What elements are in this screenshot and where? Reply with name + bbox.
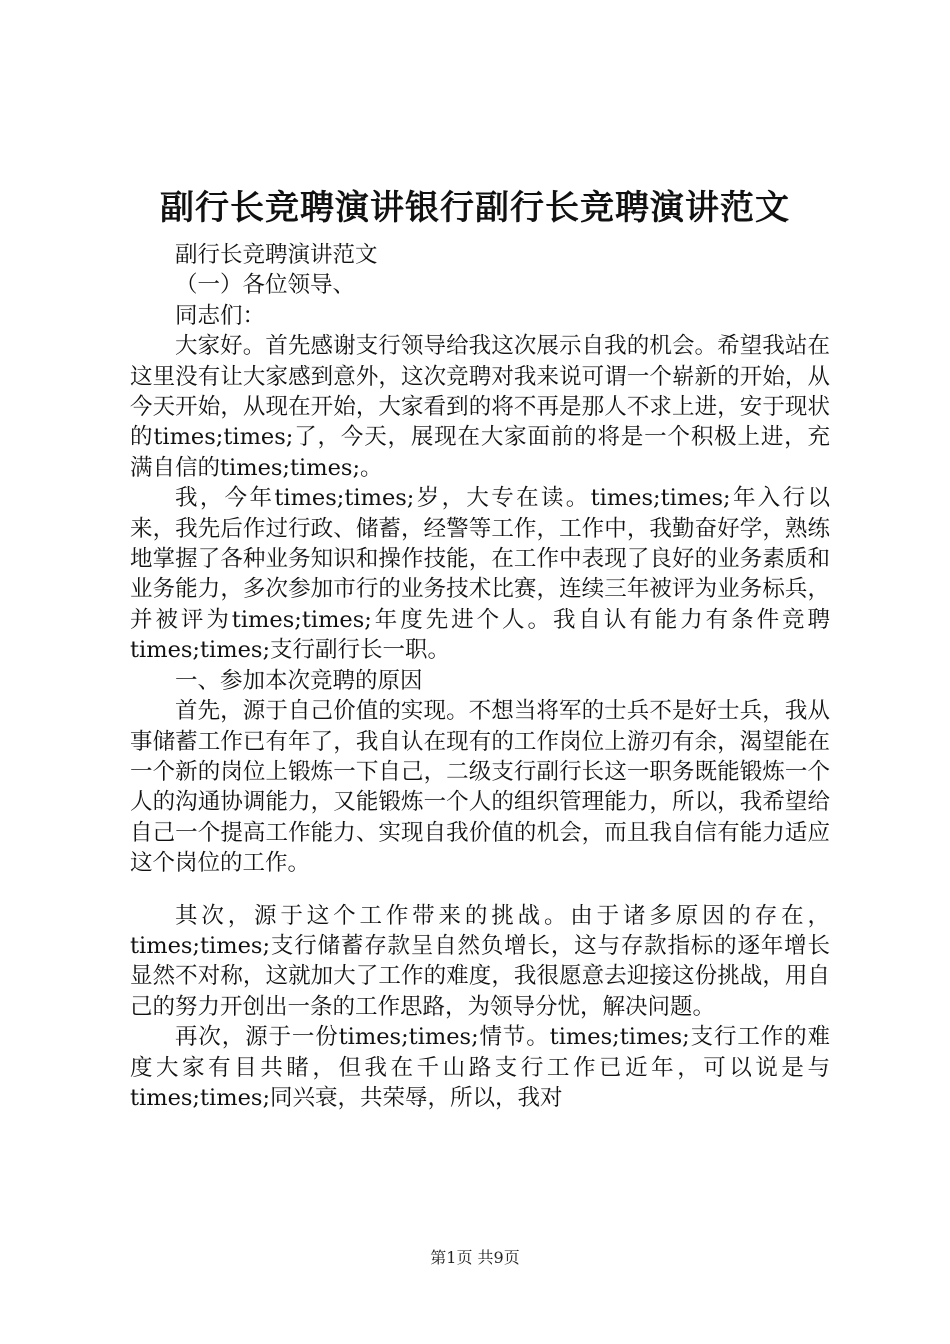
page-footer: 第1页 共9页 xyxy=(430,1248,520,1267)
document-body xyxy=(130,240,830,1113)
paragraph-reason-2: 其次，源于这个工作带来的挑战。由于诸多原因的存在，times;times;支行储蓄存款呈自然负增长，这与存款指标的逐年增长显然不对称，这就加大了工作的难度，我很愿意去迎接这份挑战，用自己的努力开创出一条的工作思路，为领导分忧，解决问题。 xyxy=(130,902,830,1020)
paragraph-self-intro: 我，今年times;times;岁，大专在读。times;times;年入行以来，我先后作过行政、储蓄，经警等工作，工作中，我勤奋好学，熟练地掌握了各种业务知识和操作技能，在工作中表现了良好的业务素质和业务能力，多次参加市行的业务技术比赛，连续三年被评为业务标兵，并被评为times;times;年度先进个人。我自认有能力有条件竞聘times;times;支行副行长一职。 xyxy=(130,485,830,664)
paragraph-reason-1: 首先，源于自己价值的实现。不想当将军的士兵不是好士兵，我从事储蓄工作已有年了，我自认在现有的工作岗位上游刃有余，渴望能在一个新的岗位上锻炼一下自己，二级支行副行长这一职务既能锻炼一个人的沟通协调能力，又能锻炼一个人的组织管理能力，所以，我希望给自己一个提高工作能力、实现自我价值的机会，而且我自信有能力适应这个岗位的工作。 xyxy=(130,698,830,877)
document-title: 副行长竞聘演讲银行副行长竞聘演讲范文 xyxy=(160,188,790,228)
paragraph-greeting: 大家好。首先感谢支行领导给我这次展示自我的机会。希望我站在这里没有让大家感到意外，这次竞聘对我来说可谓一个崭新的开始，从今天开始，从现在开始，大家看到的将不再是那人不求上进，安于现状的times;times;了，今天，展现在大家面前的将是一个积极上进，充满自信的times;times;。 xyxy=(130,333,830,481)
section-heading: 一、参加本次竞聘的原因 xyxy=(175,667,423,694)
paragraph-reason-3: 再次，源于一份times;times;情节。times;times;支行工作的难度大家有目共睹，但我在千山路支行工作已近年，可以说是与times;times;同兴衰，共荣辱，所以，我对 xyxy=(130,1024,830,1111)
paragraph-salutation-1: （一）各位领导、 xyxy=(175,272,356,299)
paragraph-subtitle: 副行长竞聘演讲范文 xyxy=(175,242,378,268)
paragraph-salutation-2: 同志们： xyxy=(175,302,266,329)
